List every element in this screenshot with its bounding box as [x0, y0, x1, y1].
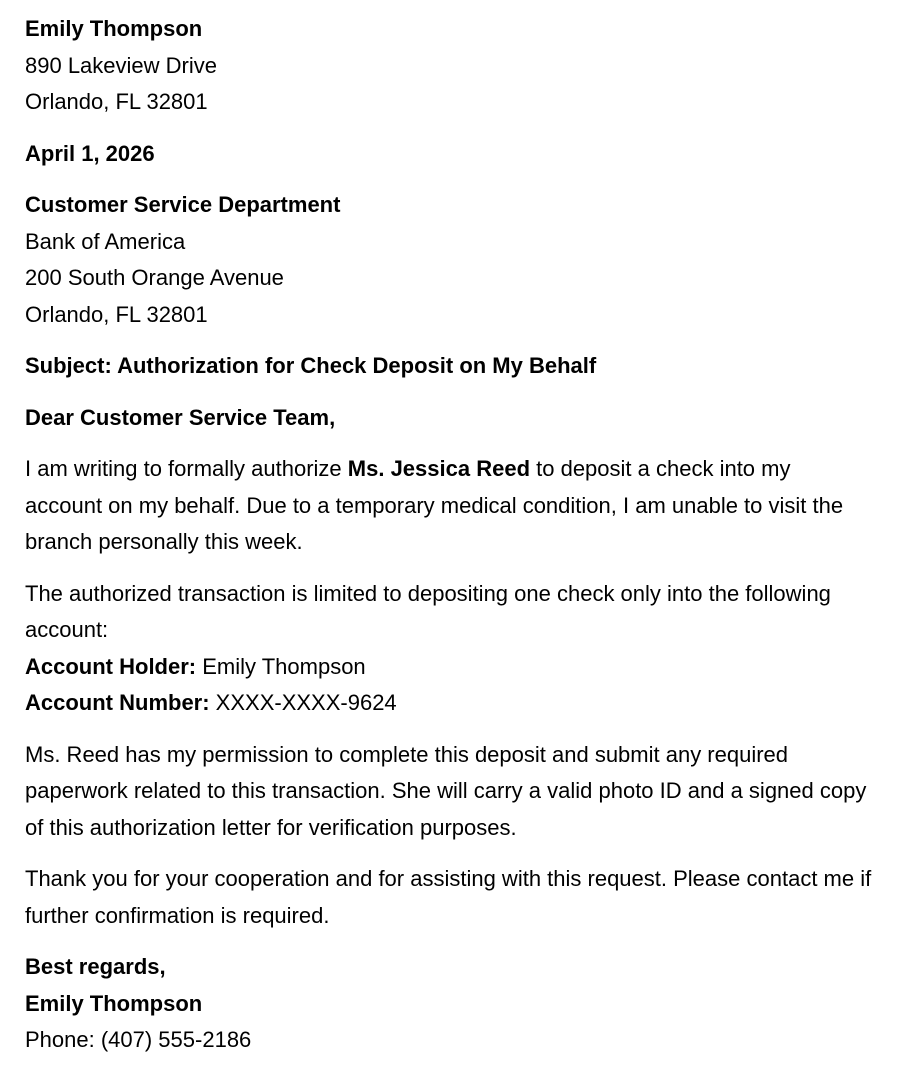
closing-phone: Phone: (407) 555-2186: [25, 1027, 252, 1052]
account-number-line: [25, 685, 872, 722]
body-paragraph-4: Thank you for your cooperation and for assisting with this request. Please contact me if further confirmation is required.: [25, 866, 872, 928]
paragraph-1-text-after: to deposit a check into my account on my behalf. Due to a temporary medical condition, I am unable to visit the branch personally this week.: [25, 456, 844, 554]
letter-date: April 1, 2026: [25, 140, 155, 166]
date-block: [25, 136, 872, 173]
sender-address-line-2: Orlando, FL 32801: [25, 89, 208, 114]
account-holder-line: [25, 649, 872, 686]
closing-block: [25, 949, 872, 1059]
salutation-text: Dear Customer Service Team,: [25, 404, 336, 430]
recipient-department: Customer Service Department: [25, 192, 341, 217]
account-holder-label: Account Holder:: [25, 653, 197, 679]
account-number-label: Account Number:: [25, 690, 210, 715]
recipient-address-line-1: 200 South Orange Avenue: [25, 265, 284, 290]
subject-text: Subject: Authorization for Check Deposit on My Behalf: [25, 353, 597, 378]
subject-line: [25, 348, 872, 385]
sender-block: [25, 11, 872, 121]
account-number-value: XXXX-XXXX-9624: [209, 690, 397, 715]
sender-address-line-1: 890 Lakeview Drive: [25, 52, 217, 78]
sender-name: Emily Thompson: [25, 16, 203, 41]
recipient-company: Bank of America: [25, 228, 186, 254]
account-holder-value: Emily Thompson: [196, 653, 366, 679]
body-paragraph-2: [25, 576, 872, 722]
closing-signoff: Best regards,: [25, 954, 166, 979]
authorized-person-name: Ms. Jessica Reed: [347, 456, 531, 481]
recipient-block: [25, 187, 872, 333]
recipient-address-line-2: Orlando, FL 32801: [25, 301, 208, 327]
salutation: [25, 400, 872, 437]
body-paragraph-3: Ms. Reed has my permission to complete this deposit and submit any required paperwork related to this transaction. She will carry a valid photo ID and a signed copy of this authorization letter for verification purposes.: [25, 741, 867, 840]
closing-name: Emily Thompson: [25, 990, 203, 1016]
paragraph-2-intro: The authorized transaction is limited to depositing one check only into the following account:: [25, 580, 831, 642]
paragraph-1-text-before: I am writing to formally authorize: [25, 456, 348, 481]
body-paragraph-1: [25, 451, 872, 561]
